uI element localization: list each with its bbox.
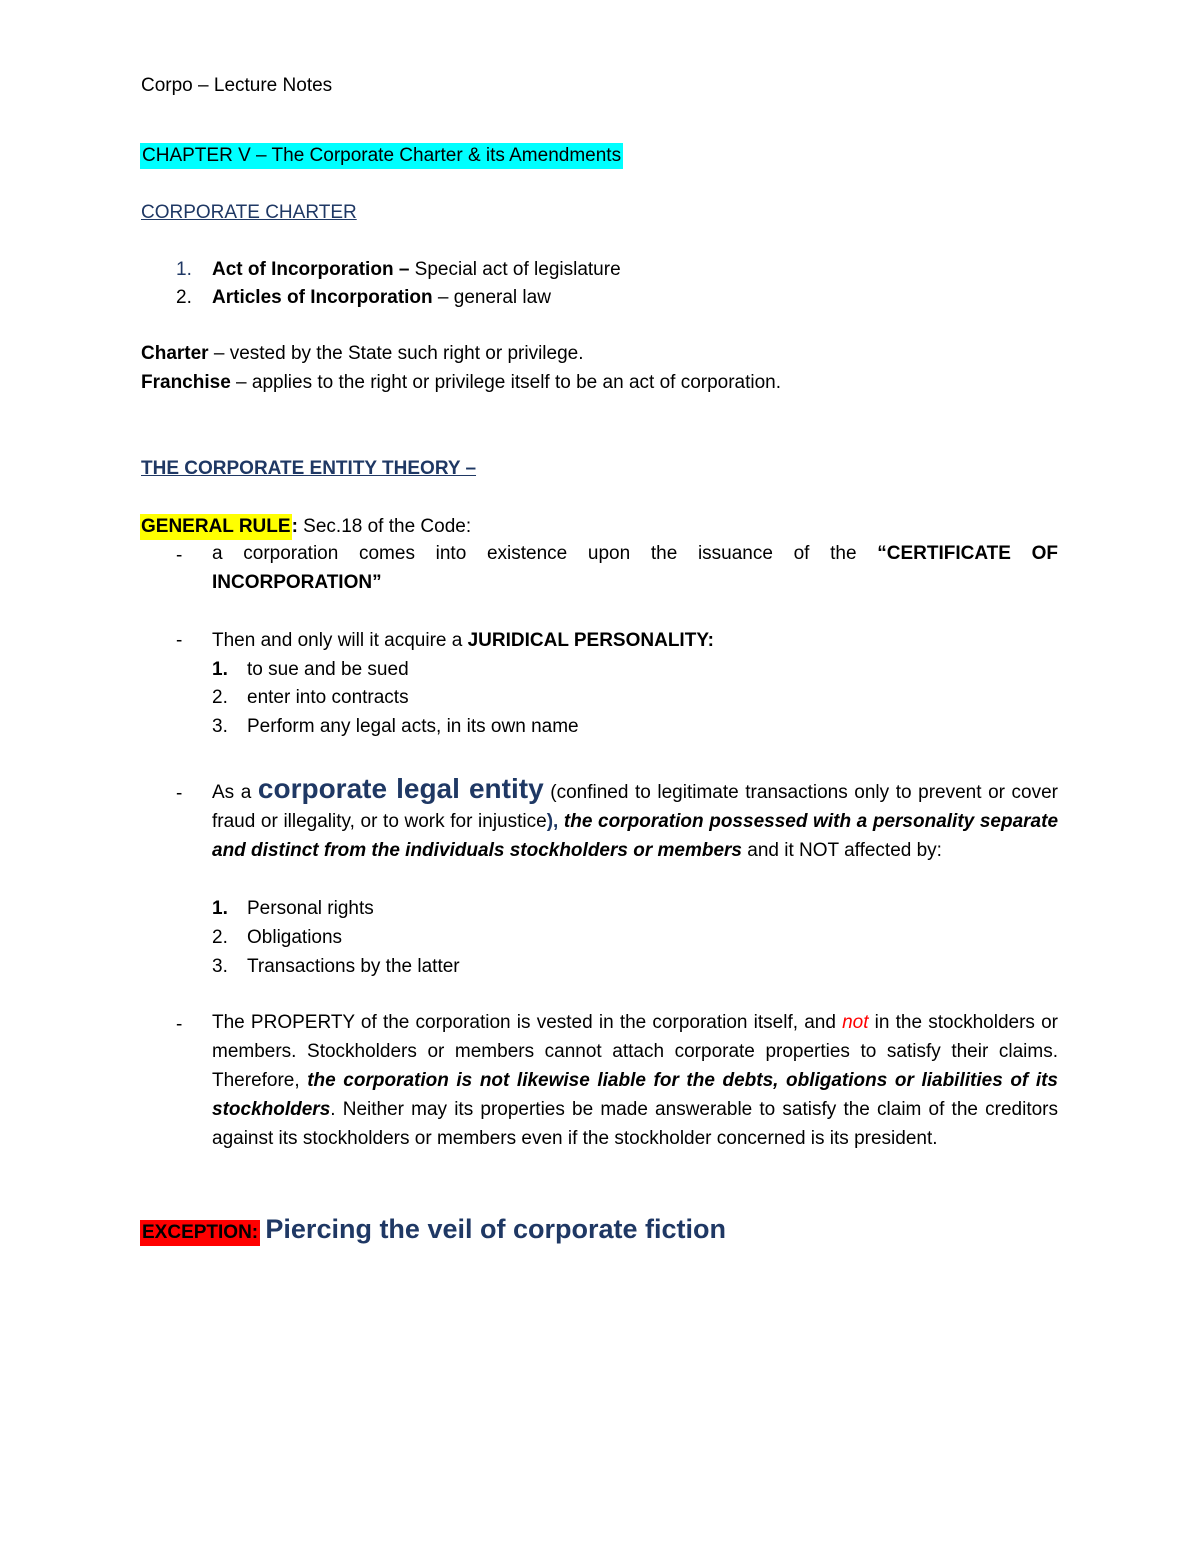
bullet-bold-italic: the corporation is not likewise liable for the debts, obligations or liabilities of its stockholders xyxy=(212,1070,1058,1120)
general-rule-text: Sec.18 of the Code: xyxy=(297,516,472,537)
general-rule-colon: : xyxy=(291,516,298,537)
list-item-text: Transactions by the latter xyxy=(247,956,460,977)
exception-line xyxy=(140,1216,726,1243)
definition-charter xyxy=(141,344,584,363)
list-number: 3. xyxy=(212,716,228,737)
definition-desc: – applies to the right or privilege itself to be an act of corporation. xyxy=(230,372,782,393)
bullet-dash: - xyxy=(176,1014,183,1035)
section-heading-corporate-charter: CORPORATE CHARTER xyxy=(141,202,357,223)
chapter-title-text: CHAPTER V – The Corporate Charter & its Amendments xyxy=(140,143,623,169)
bullet-suffix: and it NOT affected by: xyxy=(742,840,942,861)
bullet-dash: - xyxy=(176,783,183,804)
list-item-text: enter into contracts xyxy=(247,687,409,708)
list-item xyxy=(212,288,551,307)
list-item-text: to sue and be sued xyxy=(247,659,409,680)
list-item xyxy=(176,260,192,279)
exception-label: EXCEPTION: xyxy=(140,1220,260,1246)
definition-desc: – vested by the State such right or privilege. xyxy=(208,343,584,364)
list-term: Act of Incorporation – xyxy=(212,259,410,280)
chapter-title xyxy=(140,146,623,165)
list-number: 3. xyxy=(212,956,228,977)
definition-term: Charter xyxy=(141,343,209,364)
exception-title: Piercing the veil of corporate fiction xyxy=(265,1214,726,1244)
list-desc: – general law xyxy=(432,287,551,308)
bullet-prefix: As a xyxy=(212,782,258,803)
list-number: 1. xyxy=(176,259,192,280)
bullet-paragraph xyxy=(212,631,714,650)
bullet-paren: (confined to legitimate transactions only to prevent or cover fraud or illegality, or to work for injustice xyxy=(212,782,1059,832)
bullet-bold-italic: the corporation possessed with a personality separate and distinct from the individuals stockholders or members xyxy=(212,811,1059,861)
list-item-text: Obligations xyxy=(247,927,343,948)
list-item-text: Perform any legal acts, in its own name xyxy=(247,716,579,737)
list-number: 2. xyxy=(212,687,228,708)
section-heading-entity-theory: THE CORPORATE ENTITY THEORY – xyxy=(141,458,477,479)
bullet-dash: - xyxy=(176,545,183,566)
bullet-text: . Neither may its properties be made answerable to satisfy the claim of the creditors against its stockholders or members even if the stockholder concerned is its president. xyxy=(212,1099,1058,1149)
list-number: 2. xyxy=(176,287,192,308)
list-item xyxy=(176,288,192,307)
bullet-text: a corporation comes into existence upon the issuance of the xyxy=(212,543,878,564)
page-header: Corpo – Lecture Notes xyxy=(141,75,333,96)
definition-franchise xyxy=(141,373,781,392)
general-rule-label: GENERAL RULE xyxy=(140,514,292,540)
bullet-text: The PROPERTY of the corporation is vested in the corporation itself, and xyxy=(212,1012,843,1033)
bullet-dash: - xyxy=(176,630,183,651)
list-term: Articles of Incorporation xyxy=(212,287,433,308)
list-number: 2. xyxy=(212,927,228,948)
corporate-legal-entity-text: corporate legal entity xyxy=(257,773,544,804)
general-rule-line xyxy=(140,517,471,536)
bullet-bold: “CERTIFICATE OF INCORPORATION” xyxy=(212,543,1058,593)
bullet-paragraph xyxy=(212,1008,1058,1153)
bullet-paragraph xyxy=(212,774,1058,865)
list-item xyxy=(212,260,621,279)
bullet-bold: JURIDICAL PERSONALITY: xyxy=(467,630,714,651)
bullet-paren-close: ), xyxy=(546,811,559,832)
bullet-paragraph xyxy=(212,539,1058,597)
list-desc: Special act of legislature xyxy=(409,259,621,280)
bullet-text: in the stockholders or members. Stockholders or members cannot attach corporate properties to satisfy their claims. Therefore, xyxy=(212,1012,1058,1091)
bullet-text: Then and only will it acquire a xyxy=(212,630,468,651)
list-number: 1. xyxy=(212,898,228,919)
definition-term: Franchise xyxy=(141,372,231,393)
list-number: 1. xyxy=(212,659,228,680)
bullet-red-word: not xyxy=(842,1012,869,1033)
list-item-text: Personal rights xyxy=(247,898,374,919)
